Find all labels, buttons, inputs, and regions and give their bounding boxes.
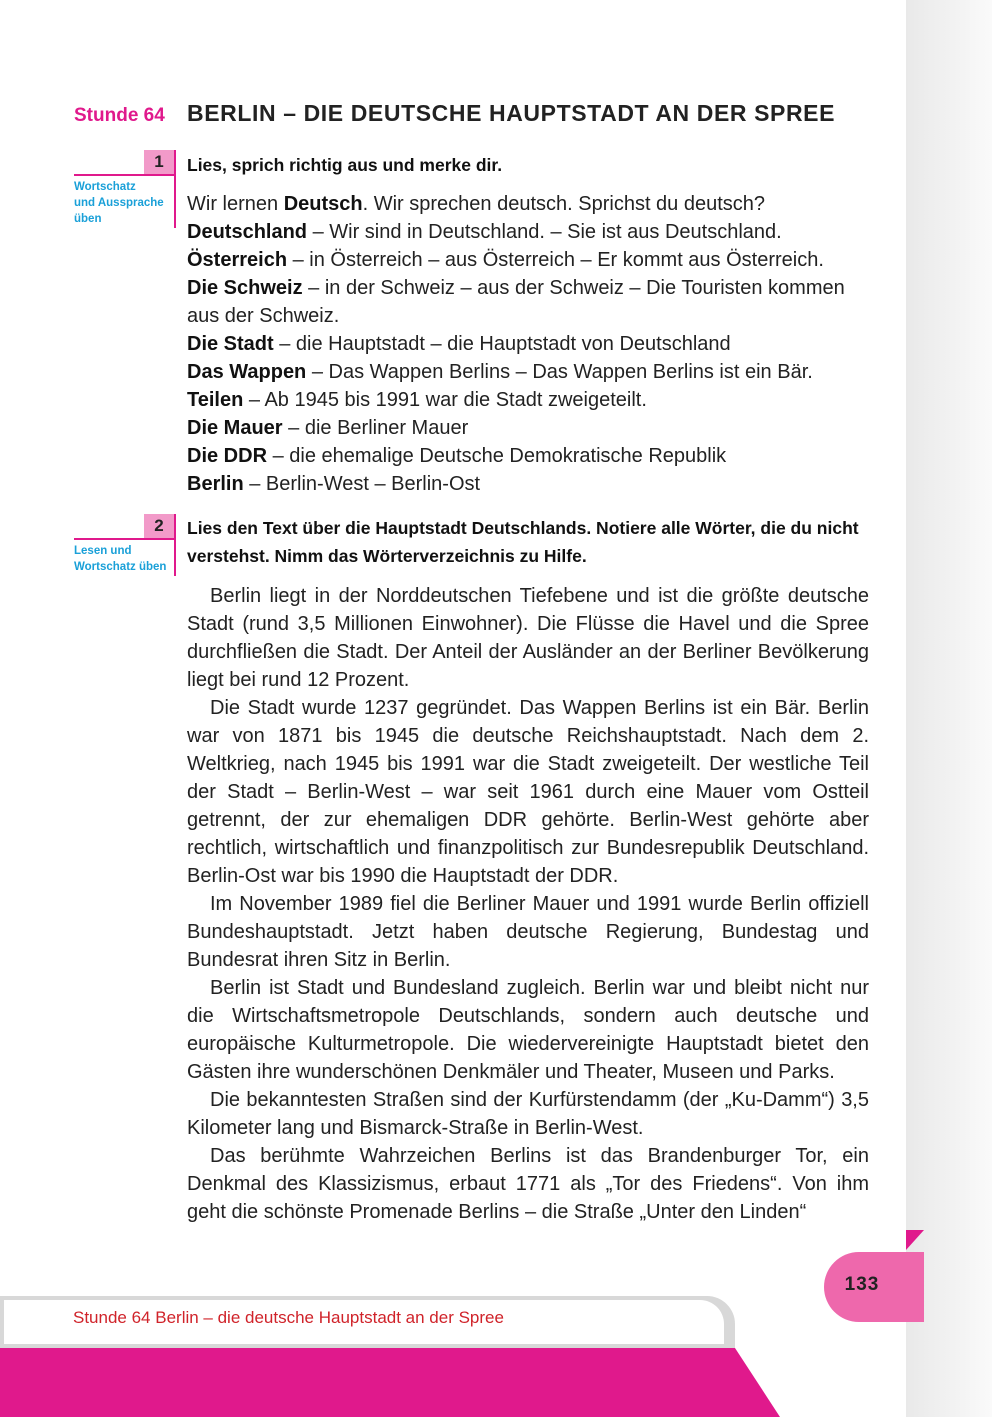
lesson-header	[74, 100, 874, 127]
task1-sidebox	[74, 150, 176, 228]
vocab-line: Die Stadt – die Hauptstadt – die Hauptstadt von Deutschland	[187, 333, 731, 355]
page-title: BERLIN – DIE DEUTSCHE HAUPTSTADT AN DER SPREE	[187, 100, 836, 126]
vocab-line: Teilen – Ab 1945 bis 1991 war die Stadt zweigeteilt.	[187, 389, 647, 411]
paragraph: Die Stadt wurde 1237 gegründet. Das Wappen Berlins ist ein Bär. Berlin war von 1871 bis 1945 die deutsche Reichshauptstadt. Nach dem 2. Weltkrieg, nach 1945 bis 1991 war die Stadt zweigeteilt. Der westliche Teil der Stadt – Berlin-West – war seit 1961 durch eine Mauer vom Ostteil getrennt, der zur ehemaligen DDR gehörte. Berlin-West gehörte aber rechtlich, wirtschaftlich und finanzpolitisch zur Bundesrepublik Deutschland. Berlin-Ost war bis 1990 die Hauptstadt der DDR.	[187, 697, 869, 887]
paragraph: Das berühmte Wahrzeichen Berlins ist das Brandenburger Tor, ein Denkmal des Klassizismus, erbaut 1771 als „Tor des Friedens“. Von ihm geht die schönste Promenade Berlins – die Straße „Unter den Linden“	[187, 1145, 869, 1223]
page-tab-corner	[906, 1230, 924, 1250]
vocab-list	[187, 190, 877, 498]
vocab-line: Die DDR – die ehemalige Deutsche Demokratische Republik	[187, 445, 727, 467]
task2-instruction: Lies den Text über die Hauptstadt Deutschlands. Notiere alle Wörter, die du nicht verstehst. Nimm das Wörterverzeichnis zu Hilfe.	[187, 518, 859, 566]
vocab-line: Österreich – in Österreich – aus Österreich – Er kommt aus Österreich.	[187, 249, 824, 271]
vocab-line: Das Wappen – Das Wappen Berlins – Das Wappen Berlins ist ein Bär.	[187, 361, 813, 383]
task2-number-bar	[74, 514, 174, 540]
task1-number-bar	[74, 150, 174, 176]
task1-number-badge: 1	[144, 150, 174, 174]
lesson-number: Stunde 64	[74, 105, 165, 126]
vocab-line: aus der Schweiz.	[187, 305, 340, 327]
paragraph: Die bekanntesten Straßen sind der Kurfürstendamm (der „Ku-Damm“) 3,5 Kilometer lang und Bismarck-Straße in Berlin-West.	[187, 1089, 869, 1139]
vocab-line: Die Mauer – die Berliner Mauer	[187, 417, 469, 439]
vocab-line: Die Schweiz – in der Schweiz – aus der Schweiz – Die Touristen kommen	[187, 277, 845, 299]
footer-running-title: Stunde 64 Berlin – die deutsche Hauptstadt an der Spree	[73, 1308, 504, 1327]
vocab-line: Wir lernen Deutsch. Wir sprechen deutsch. Sprichst du deutsch?	[187, 193, 766, 215]
task2-sidebox	[74, 514, 176, 576]
paragraph: Berlin liegt in der Norddeutschen Tiefebene und ist die größte deutsche Stadt (rund 3,5 Millionen Einwohner). Die Flüsse die Havel und die Spree durchfließen die Stadt. Der Anteil der Ausländer an der Berliner Bevölkerung liegt bei rund 12 Prozent.	[187, 585, 869, 691]
reading-text	[187, 582, 869, 1226]
vocab-line: Deutschland – Wir sind in Deutschland. – Sie ist aus Deutschland.	[187, 221, 782, 243]
paragraph: Berlin ist Stadt und Bundesland zugleich. Berlin war und bleibt nicht nur die Wirtschaftsmetropole Deutschlands, sondern auch deutsche und europäische Kulturmetropole. Die wiedervereinigte Hauptstadt bietet den Gästen ihre wunderschönen Denkmäler und Theater, Museen und Parks.	[187, 977, 869, 1083]
footer-magenta-band	[0, 1348, 780, 1417]
task1-skill-label: Wortschatz und Aussprache üben	[74, 181, 164, 225]
task1-instruction: Lies, sprich richtig aus und merke dir.	[187, 155, 503, 175]
paragraph: Im November 1989 fiel die Berliner Mauer und 1991 wurde Berlin offiziell Bundeshauptstadt. Jetzt haben deutsche Regierung, Bundestag und Bundesrat ihren Sitz in Berlin.	[187, 893, 869, 971]
task2-number-badge: 2	[144, 514, 174, 538]
page-number: 133	[824, 1252, 924, 1322]
task2-skill-label: Lesen und Wortschatz üben	[74, 545, 167, 573]
vocab-line: Berlin – Berlin-West – Berlin-Ost	[187, 473, 481, 495]
page-edge-strip	[906, 0, 992, 1417]
